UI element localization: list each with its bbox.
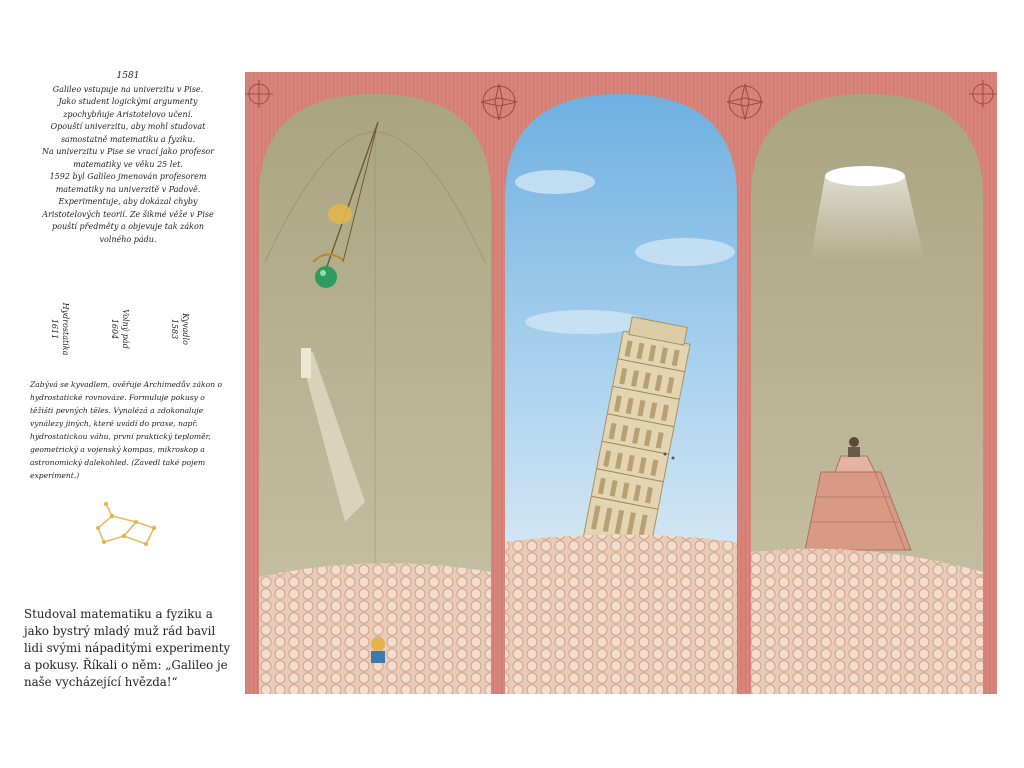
rotated-labels [40,292,200,366]
note-line: Experimentuje, aby dokázal chyby [58,197,198,206]
note-line: zpochybňuje Aristotelovo učení. [63,109,193,119]
constellation-icon [84,498,164,556]
note-line: Galileo vstupuje na univerzitu v Pise. [52,84,204,94]
crowd-middle [505,535,737,695]
note-line: Jako student logickými argumenty [58,97,198,106]
note-line: matematiky na univerzitě v Padově. [55,184,201,194]
note-line: pouští předměty a objevuje tak zákon [52,222,204,231]
note-line: volného pádu. [99,234,157,244]
handwritten-notes [28,70,228,246]
rotated-title: Hydrostatika [61,302,70,356]
rotated-year: 1611 [50,318,59,340]
caption-text: Studoval matematiku a fyziku a jako bystrý mladý muž rád bavil lidi svými nápaditými experimenty a pokusy. Říkali o něm: „Galileo je naše vycházející hvězda!“ [24,607,231,689]
rotated-title: Kyvadlo [181,313,190,345]
crowd-left [259,563,491,694]
illustration [245,72,997,694]
rotated-label-volny-pad [106,292,134,366]
rotated-title: Volný pád [121,309,130,349]
rotated-label-kyvadlo [166,292,194,366]
note-line: Opouští univerzitu, aby mohl studovat [50,122,206,131]
note-line: Aristotelových teorií. Ze šikmé věže v Pise [42,209,214,219]
note-line: Na univerzitu v Pise se vrací jako profesor [41,147,215,156]
note-line: 1592 byl Galileo jmenován profesorem [49,172,207,181]
rotated-year: 1604 [110,318,119,340]
note-year: 1581 [116,71,140,81]
rotated-year: 1583 [170,318,179,340]
crowd-right [751,549,983,694]
galileo-figure [371,637,385,651]
rotated-label-hydrostatika [46,292,74,366]
note-line: matematiky ve věku 25 let. [73,159,183,169]
note-line: samostatně matematiku a fyziku. [60,134,196,144]
note-paragraph: Zabývá se kyvadlem, ověřuje Archimedův zákon o hydrostatické rovnováze. Formuluje pokusy o těžišti pevných těles. Vynalézá a zdokonaluje vynálezy jiných, které uvádí do praxe, např. hydrostatickou váhu, první praktický teploměr, geometrický a vojenský kompas, mikroskop a astronomický dalekohled. (Zavedl také pojem experiment.) [30,380,223,480]
